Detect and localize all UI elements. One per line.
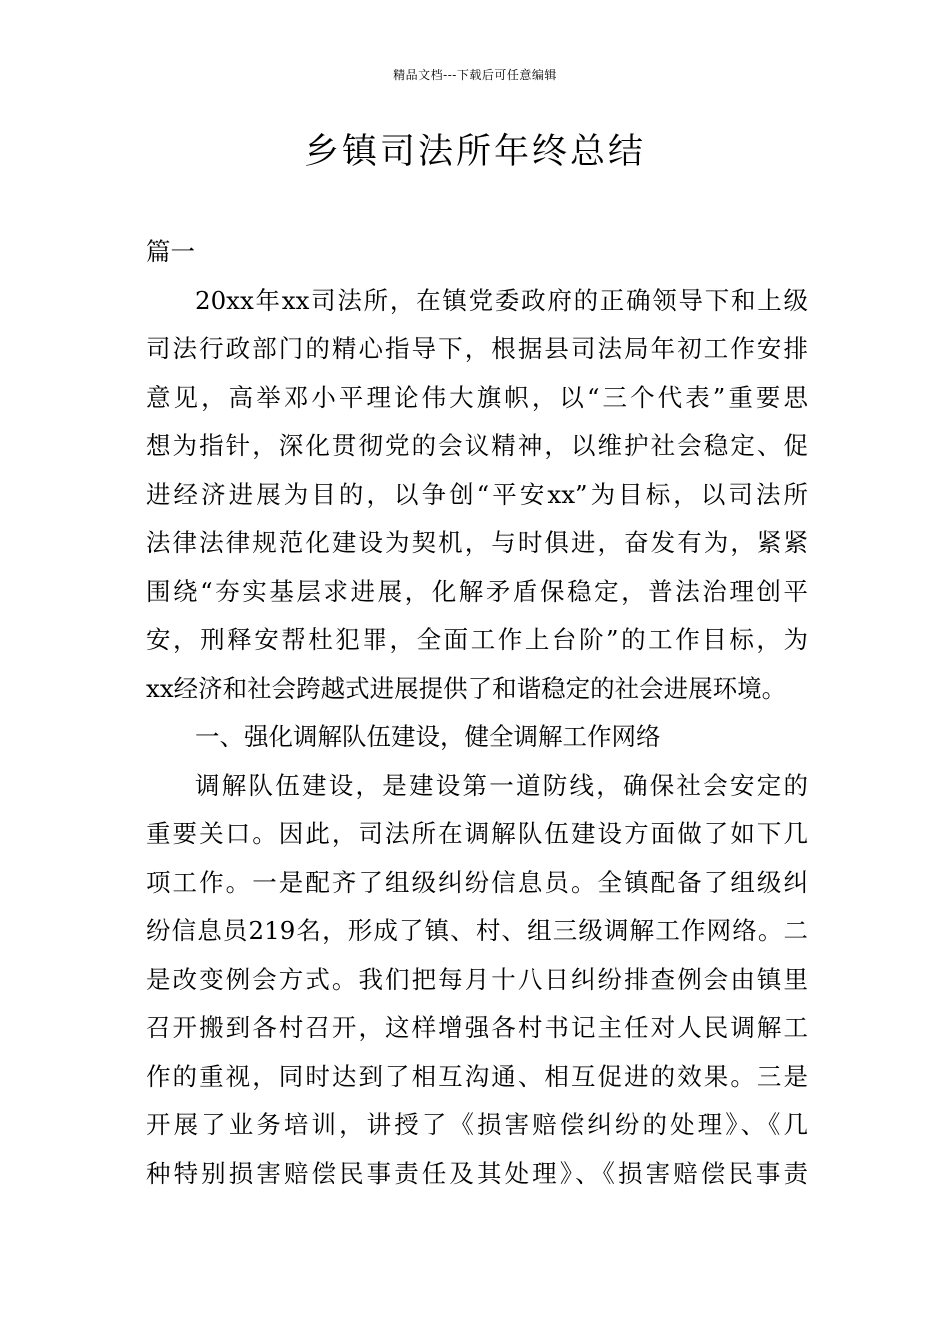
document-body xyxy=(146,228,808,1198)
paragraph-line: 重要关口。因此，司法所在调解队伍建设方面做了如下几 xyxy=(146,819,808,848)
paragraph-line: 进经济进展为目的，以争创“平安xx”为目标，以司法所 xyxy=(146,479,808,509)
header-note: 精品文档---下载后可任意编辑 xyxy=(393,68,557,82)
paragraph-line: 安，刑释安帮杜犯罪，全面工作上台阶”的工作目标，为 xyxy=(146,625,808,654)
section-label: 篇一 xyxy=(146,237,195,266)
paragraph-line: xx经济和社会跨越式进展提供了和谐稳定的社会进展环境。 xyxy=(146,673,787,703)
paragraph-line: 作的重视，同时达到了相互沟通、相互促进的效果。三是 xyxy=(146,1061,808,1091)
paragraph-line: 项工作。一是配齐了组级纠纷信息员。全镇配备了组级纠 xyxy=(146,867,808,897)
paragraph-line: 20xx年xx司法所，在镇党委政府的正确领导下和上级 xyxy=(195,285,808,315)
paragraph-line: 围绕“夯实基层求进展，化解矛盾保稳定，普法治理创平 xyxy=(146,576,808,606)
paragraph-line: 意见，高举邓小平理论伟大旗帜，以“三个代表”重要思 xyxy=(146,382,808,412)
paragraph-line: 召开搬到各村召开，这样增强各村书记主任对人民调解工 xyxy=(146,1013,808,1042)
paragraph-line: 种特别损害赔偿民事责任及其处理》、《损害赔偿民事责 xyxy=(146,1158,808,1188)
paragraph-line: 开展了业务培训，讲授了《损害赔偿纠纷的处理》、《几 xyxy=(146,1110,808,1139)
paragraph-line: 是改变例会方式。我们把每月十八日纠纷排查例会由镇里 xyxy=(146,964,808,994)
paragraph-line: 想为指针，深化贯彻党的会议精神，以维护社会稳定、促 xyxy=(146,431,808,460)
paragraph-line: 法律法律规范化建设为契机，与时俱进，奋发有为，紧紧 xyxy=(146,528,808,557)
document-title: 乡镇司法所年终总结 xyxy=(303,132,646,172)
paragraph-line: 调解队伍建设，是建设第一道防线，确保社会安定的 xyxy=(195,770,808,800)
paragraph-line: 纷信息员219名，形成了镇、村、组三级调解工作网络。二 xyxy=(146,916,808,945)
section-heading: 一、强化调解队伍建设，健全调解工作网络 xyxy=(195,722,661,751)
paragraph-line: 司法行政部门的精心指导下，根据县司法局年初工作安排 xyxy=(146,334,808,363)
